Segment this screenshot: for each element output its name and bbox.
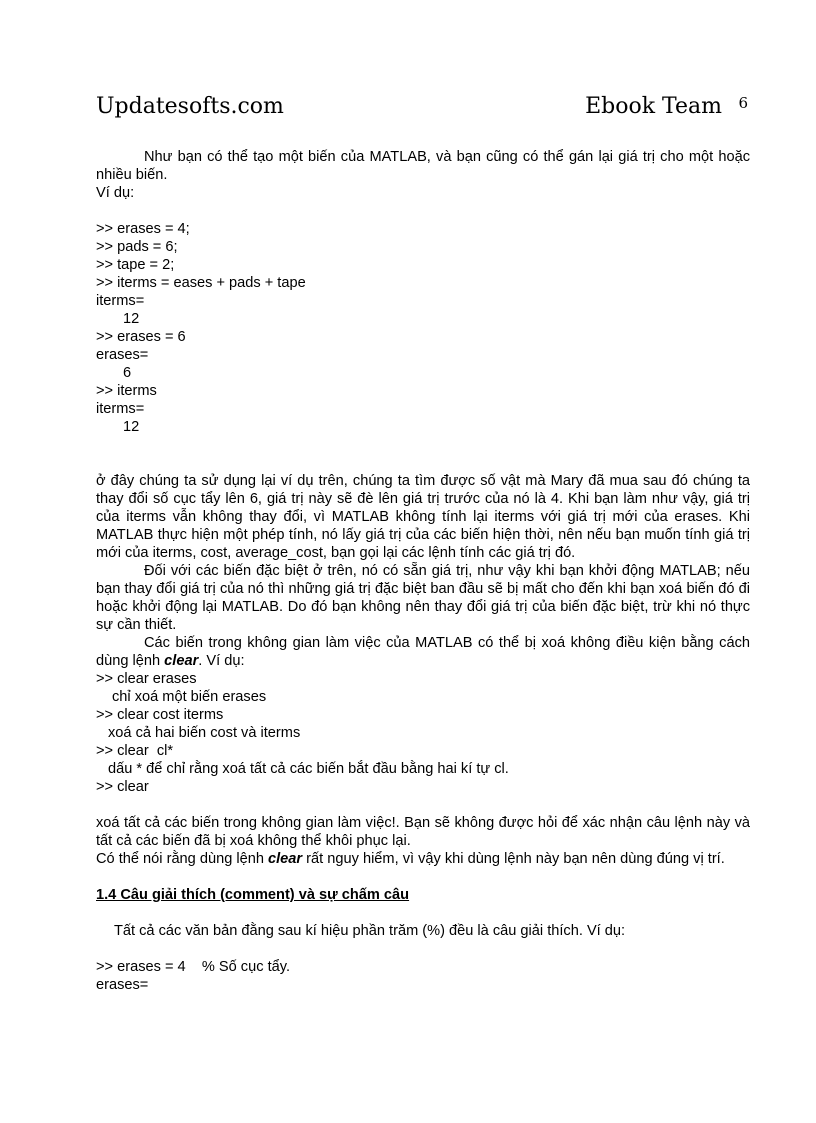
page-body: [96, 148, 750, 994]
paragraph-special-variables: Đối với các biến đặc biệt ở trên, nó có sẵn giá trị, như vậy khi bạn khởi động MATLAB; nếu bạn thay đổi giá trị của nó thì những giá trị đặc biệt ban đầu sẽ bị mất cho đến khi bạn xoá biến đó đi hoặc khởi động lại MATLAB. Do đó bạn không nên thay đổi giá trị của biến đặc biệt, trừ khi nó thực sự cần thiết.: [96, 563, 750, 633]
code-line: erases=: [96, 977, 149, 993]
code-line: >> tape = 2;: [96, 257, 175, 273]
keyword-clear: clear: [164, 653, 199, 669]
code-line: iterms=: [96, 293, 145, 309]
code-output: 6: [123, 365, 132, 381]
code-line: >> clear cl*: [96, 743, 174, 759]
code-line: >> erases = 4 % Số cục tẩy.: [96, 959, 291, 975]
code-block-reassign: [96, 220, 750, 436]
code-block-comment: [96, 958, 750, 994]
paragraph-intro: Như bạn có thể tạo một biến của MATLAB, và bạn cũng có thể gán lại giá trị cho một hoặc nhiều biến.: [96, 149, 750, 183]
code-line: erases=: [96, 347, 149, 363]
code-comment: xoá cả hai biến cost và iterms: [108, 725, 301, 741]
header-site-name: Updatesofts.com: [96, 94, 284, 119]
code-line: >> clear: [96, 779, 149, 795]
keyword-clear: clear: [268, 851, 303, 867]
code-comment: chỉ xoá một biến erases: [112, 689, 267, 705]
text-span: Có thể nói rằng dùng lệnh: [96, 851, 269, 867]
page-number: 6: [738, 94, 748, 112]
text-span: Các biến trong không gian làm việc của MATLAB có thể bị xoá không điều kiện bằng cách dùng lệnh: [96, 635, 750, 669]
code-comment: dấu * để chỉ rằng xoá tất cả các biến bắt đầu bằng hai kí tự cl.: [108, 761, 509, 777]
text-span: . Ví dụ:: [198, 653, 245, 669]
code-line: >> erases = 4;: [96, 221, 190, 237]
paragraph-clear-intro: [96, 634, 750, 670]
header-team-name: Ebook Team: [585, 94, 722, 119]
code-line: >> clear cost iterms: [96, 707, 224, 723]
code-line: >> clear erases: [96, 671, 197, 687]
code-line: >> iterms = eases + pads + tape: [96, 275, 306, 291]
paragraph-clear-warning: [96, 850, 750, 868]
paragraph-explanation: ở đây chúng ta sử dụng lại ví dụ trên, chúng ta tìm được số vật mà Mary đã mua sau đó chúng ta thay đổi số cục tẩy lên 6, giá trị này sẽ đè lên giá trị trước của nó là 4. Khi bạn làm như vậy, giá trị của iterms vẫn không thay đổi, vì MATLAB không tính lại iterms với giá trị mới của erases. Khi MATLAB thực hiện một phép tính, nó lấy giá trị của các biến hiện thời, nên nếu bạn muốn tính giá trị mới của iterms, cost, average_cost, bạn gọi lại các lệnh tính các giá trị đó.: [96, 473, 750, 561]
code-line: >> iterms: [96, 383, 157, 399]
code-output: 12: [123, 311, 140, 327]
code-line: >> erases = 6: [96, 329, 186, 345]
example-label: Ví dụ:: [96, 185, 135, 201]
paragraph-clear-all: xoá tất cả các biến trong không gian làm việc!. Bạn sẽ không được hỏi để xác nhận câu lệnh này và tất cả các biến đã bị xoá không thể khôi phục lại.: [96, 815, 750, 849]
code-line: iterms=: [96, 401, 145, 417]
text-span: rất nguy hiểm, vì vậy khi dùng lệnh này bạn nên dùng đúng vị trí.: [302, 851, 725, 867]
section-heading: 1.4 Câu giải thích (comment) và sự chấm câu: [96, 887, 410, 903]
paragraph-comment-intro: Tất cả các văn bản đằng sau kí hiệu phần trăm (%) đều là câu giải thích. Ví dụ:: [114, 923, 626, 939]
code-output: 12: [123, 419, 140, 435]
code-line: >> pads = 6;: [96, 239, 178, 255]
code-block-clear: [96, 670, 750, 796]
